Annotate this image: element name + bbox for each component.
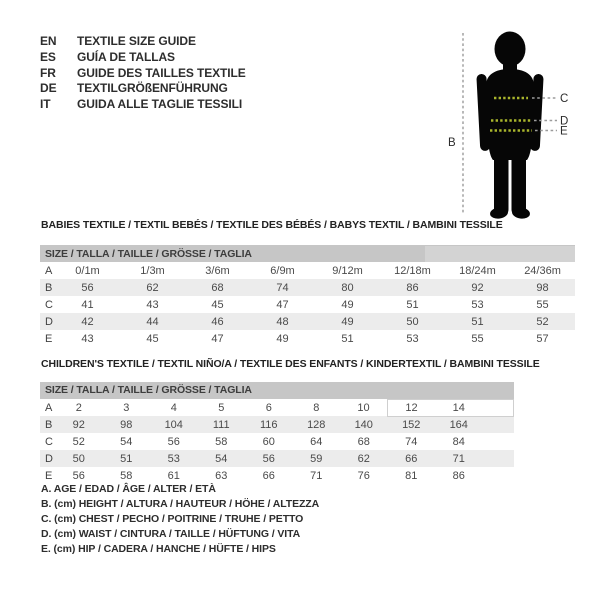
lang-code: FR: [40, 65, 56, 80]
table-cell: 71: [435, 450, 483, 467]
row-label: B: [40, 416, 55, 433]
table-cell: 57: [536, 332, 549, 345]
size-header-label: SIZE / TALLA / TAILLE / GRÖSSE / TAGLIA: [45, 247, 252, 260]
table-cell: 59: [293, 450, 341, 467]
table-cell: 6/9m: [270, 264, 295, 277]
table-cell: 53: [406, 332, 419, 345]
table-cell: 71: [310, 469, 323, 482]
legend-line-hip: E. (cm) HIP / CADERA / HANCHE / HÜFTE / HIPS: [41, 543, 276, 555]
child-silhouette-icon: [420, 10, 600, 230]
table-cell: 51: [103, 450, 151, 467]
lang-label: GUÍA DE TALLAS: [77, 49, 175, 64]
figure-label-waist: D: [560, 115, 569, 128]
table-cell: 92: [445, 279, 510, 296]
child-silhouette-figure: [420, 10, 600, 230]
table-cell: 41: [81, 298, 94, 311]
table-cell: 49: [315, 313, 380, 330]
babies-size-table: [40, 245, 575, 347]
table-cell: 164: [435, 416, 483, 433]
children-section-title: CHILDREN'S TEXTILE / TEXTIL NIÑO/A / TEXTILE DES ENFANTS / KINDERTEXTIL / BAMBINI TESSILE: [41, 358, 540, 370]
table-row: [40, 296, 575, 313]
table-cell: 2: [75, 401, 82, 414]
table-cell: 152: [388, 416, 436, 433]
table-cell: 56: [55, 279, 120, 296]
table-spacer: [483, 399, 514, 416]
table-cell: 62: [120, 279, 185, 296]
table-cell: 50: [55, 450, 103, 467]
table-cell: 56: [72, 469, 85, 482]
table-cell: 58: [215, 435, 228, 448]
figure-label-chest: C: [560, 93, 569, 105]
table-cell: 9/12m: [332, 264, 363, 277]
table-cell: 128: [293, 416, 341, 433]
table-cell: 3: [123, 401, 130, 414]
measurement-legend: [41, 482, 319, 557]
lang-label: TEXTILGRÖßENFÜHRUNG: [77, 81, 228, 96]
row-label: A: [45, 264, 53, 277]
table-cell: 51: [341, 332, 354, 345]
table-cell: 46: [185, 313, 250, 330]
table-cell: 56: [245, 450, 293, 467]
table-cell: 49: [341, 298, 354, 311]
table-cell: 56: [167, 435, 180, 448]
table-cell: 55: [471, 332, 484, 345]
row-label: A: [45, 401, 53, 414]
table-cell: 49: [276, 332, 289, 345]
table-cell: 48: [250, 313, 315, 330]
row-label: D: [40, 313, 55, 330]
row-label: C: [45, 298, 53, 311]
table-cell: 5: [218, 401, 225, 414]
lang-row-it: [40, 97, 246, 113]
table-cell: 111: [198, 416, 246, 433]
lang-row-fr: [40, 66, 246, 82]
table-cell: 10: [357, 401, 370, 414]
row-label: E: [45, 469, 53, 482]
table-cell: 74: [250, 279, 315, 296]
table-cell: 58: [120, 469, 133, 482]
table-cell: 24/36m: [524, 264, 561, 277]
row-label: C: [45, 435, 53, 448]
table-row: [40, 399, 514, 416]
table-cell: 44: [120, 313, 185, 330]
table-cell: 64: [310, 435, 323, 448]
table-cell: 61: [167, 469, 180, 482]
table-cell: 68: [185, 279, 250, 296]
table-cell: 86: [380, 279, 445, 296]
table-row: [40, 313, 575, 330]
legend-line-chest: C. (cm) CHEST / PECHO / POITRINE / TRUHE / PETTO: [41, 513, 304, 525]
lang-label: GUIDE DES TAILLES TEXTILE: [77, 65, 246, 80]
table-cell: 14: [435, 399, 483, 416]
table-cell: 51: [445, 313, 510, 330]
row-label: D: [40, 450, 55, 467]
size-header-row: [40, 382, 514, 399]
table-cell: 84: [452, 435, 465, 448]
lang-code: IT: [40, 97, 51, 112]
table-cell: 104: [150, 416, 198, 433]
table-cell: 43: [146, 298, 159, 311]
table-cell: 80: [315, 279, 380, 296]
size-header-bar: [40, 245, 575, 262]
lang-row-de: [40, 81, 246, 97]
table-cell: 52: [72, 435, 85, 448]
table-cell: 0/1m: [75, 264, 100, 277]
table-cell: 3/6m: [205, 264, 230, 277]
table-cell: 18/24m: [459, 264, 496, 277]
row-label: E: [45, 332, 53, 345]
size-header-bar-light-segment: [425, 246, 575, 262]
table-row: [40, 416, 514, 433]
table-cell: 8: [313, 401, 320, 414]
lang-code: DE: [40, 81, 57, 96]
table-cell: 55: [536, 298, 549, 311]
table-cell: 6: [265, 401, 272, 414]
table-row: [40, 279, 575, 296]
table-row: [40, 433, 514, 450]
table-cell: 47: [276, 298, 289, 311]
table-cell: 51: [406, 298, 419, 311]
lang-row-en: [40, 34, 246, 50]
table-cell: 76: [357, 469, 370, 482]
table-cell: 140: [340, 416, 388, 433]
table-cell: 1/3m: [140, 264, 165, 277]
table-cell: 66: [262, 469, 275, 482]
figure-label-height: B: [448, 137, 456, 149]
legend-line-waist: D. (cm) WAIST / CINTURA / TAILLE / HÜFTUNG / VITA: [41, 528, 301, 540]
legend-line-height: B. (cm) HEIGHT / ALTURA / HAUTEUR / HÖHE / ALTEZZA: [41, 498, 320, 510]
table-cell: 45: [211, 298, 224, 311]
lang-label: TEXTILE SIZE GUIDE: [77, 34, 196, 48]
lang-code: EN: [40, 34, 57, 48]
language-list: [40, 34, 246, 113]
children-size-table: [40, 382, 514, 484]
table-row: [40, 262, 575, 279]
table-cell: 53: [150, 450, 198, 467]
table-spacer: [483, 450, 514, 467]
table-cell: 116: [245, 416, 293, 433]
table-cell: 54: [198, 450, 246, 467]
table-spacer: [483, 416, 514, 433]
table-row: [40, 450, 514, 467]
size-header-row: [40, 245, 575, 262]
table-cell: 98: [103, 416, 151, 433]
table-cell: 45: [146, 332, 159, 345]
table-cell: 98: [510, 279, 575, 296]
figure-label-hip: E: [560, 125, 568, 138]
row-label: B: [40, 279, 55, 296]
table-cell: 62: [340, 450, 388, 467]
table-cell: 42: [55, 313, 120, 330]
table-cell: 47: [211, 332, 224, 345]
table-cell: 4: [170, 401, 177, 414]
table-row: [40, 330, 575, 347]
table-spacer: [483, 433, 514, 450]
table-cell: 68: [357, 435, 370, 448]
table-cell: 12/18m: [394, 264, 431, 277]
lang-row-es: [40, 50, 246, 66]
table-cell: 52: [510, 313, 575, 330]
table-cell: 81: [405, 469, 418, 482]
lang-label: GUIDA ALLE TAGLIE TESSILI: [77, 97, 243, 112]
table-spacer: [483, 467, 514, 484]
table-cell: 92: [55, 416, 103, 433]
legend-line-age: A. AGE / EDAD / ÂGE / ALTER / ETÀ: [41, 483, 216, 495]
table-cell: 43: [81, 332, 94, 345]
table-cell: 50: [380, 313, 445, 330]
table-cell: 66: [388, 450, 436, 467]
table-cell: 54: [120, 435, 133, 448]
table-cell: 60: [262, 435, 275, 448]
table-cell: 12: [388, 399, 436, 416]
table-cell: 74: [405, 435, 418, 448]
table-cell: 53: [471, 298, 484, 311]
babies-section-title: BABIES TEXTILE / TEXTIL BEBÉS / TEXTILE DES BÉBÉS / BABYS TEXTIL / BAMBINI TESSILE: [41, 219, 503, 231]
size-header-label: SIZE / TALLA / TAILLE / GRÖSSE / TAGLIA: [45, 384, 252, 397]
size-header-bar: [40, 382, 514, 399]
table-cell: 86: [452, 469, 465, 482]
table-cell: 63: [215, 469, 228, 482]
lang-code: ES: [40, 49, 56, 64]
